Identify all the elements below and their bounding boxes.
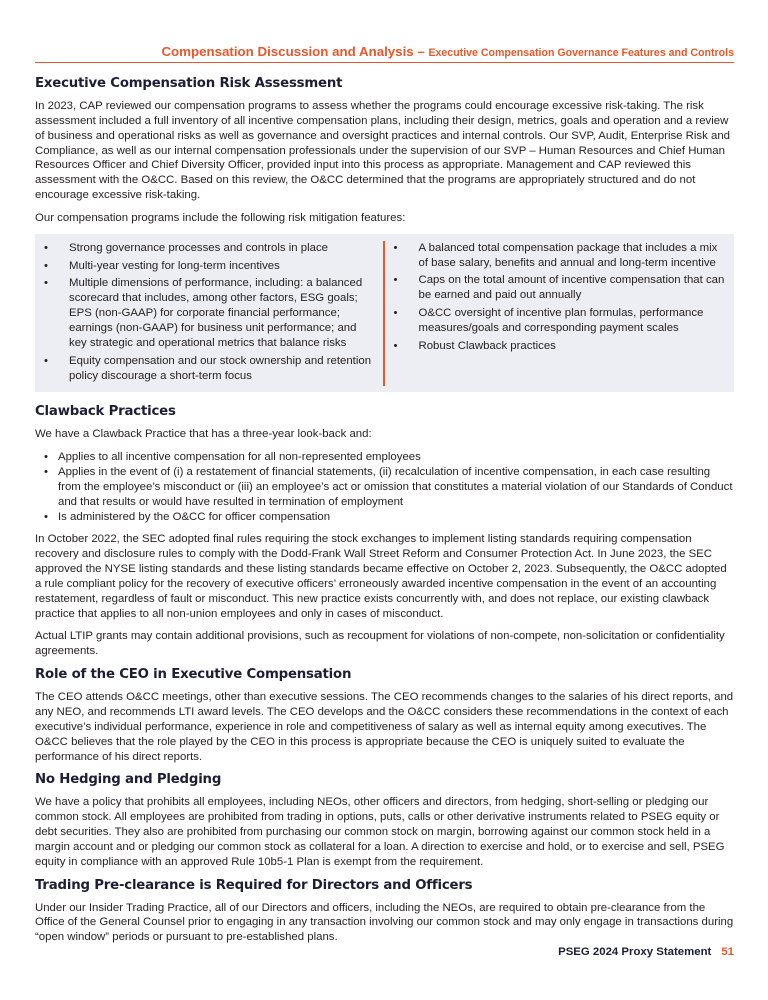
list-item: • Applies to all incentive compensation for all non-represented employees — [35, 450, 734, 465]
header-title: Compensation Discussion and Analysis – — [161, 44, 425, 59]
clawback-paragraph-ltip: Actual LTIP grants may contain additional provisions, such as recoupment for violations of non-compete, non-solicitation or confidentiality agreements. — [35, 630, 725, 658]
clawback-intro: We have a Clawback Practice that has a three-year look-back and: — [35, 428, 372, 441]
risk-heading: Executive Compensation Risk Assessment — [35, 76, 343, 91]
trading-paragraph: Under our Insider Trading Practice, all of our Directors and officers, including the NEOs, are required to obtain pre-clearance from the Office of the General Counsel prior to engaging in any transaction involving our common stock and may only engage in transactions during “open window” periods or pursuant to pre-established plans. — [35, 901, 734, 944]
list-item: • Is administered by the O&CC for officer compensation — [35, 510, 734, 525]
list-item: • Multiple dimensions of performance, including: a balanced scorecard that includes, among other factors, ESG goals; EPS (non-GAAP) for corporate financial performance; earnings (non-GAAP) for business unit performance; and key strategic and operational metrics that balance risks — [44, 276, 377, 350]
risk-paragraph: In 2023, CAP reviewed our compensation programs to assess whether the programs could encourage excessive risk-taking. The risk assessment included a full inventory of all incentive compensation plans, including their design, metrics, goals and operation and a review of business and operational risks as well as governance and oversight practices and internal controls. Our SVP, Audit, Enterprise Risk and Compliance, as well as our internal compensation professionals under the supervision of our SVP – Human Resources and Chief Human Resources Officer and Chief Diversity Officer, provided input into this process as appropriate. Management and CAP reviewed this assessment with the O&CC. Based on this review, the O&CC determined that the programs are appropriately structured and do not encourage excessive risk-taking. — [35, 100, 730, 202]
page — [35, 0, 734, 1000]
ceo-paragraph: The CEO attends O&CC meetings, other than executive sessions. The CEO recommends changes to the salaries of his direct reports, and any NEO, and recommends LTI award levels. The CEO develops and the O&CC considers these recommendations in the context of each executive’s individual performance, experience in role and competitiveness of salary as well as internal equity among executives. The O&CC believes that the role played by the CEO in this process is appropriate because the CEO is uniquely suited to evaluate the performance of his direct reports. — [35, 691, 734, 763]
running-header — [161, 44, 734, 59]
list-item: • A balanced total compensation package that includes a mix of base salary, benefits and annual and long-term incentive — [394, 241, 729, 271]
risk-features-intro: Our compensation programs include the following risk mitigation features: — [35, 211, 406, 224]
page-number: 51 — [721, 946, 734, 958]
list-item: • Equity compensation and our stock ownership and retention policy discourage a short-term focus — [44, 354, 377, 384]
header-subtitle: Executive Compensation Governance Features and Controls — [428, 47, 734, 59]
hedging-heading: No Hedging and Pledging — [35, 772, 222, 788]
ceo-heading: Role of the CEO in Executive Compensation — [35, 667, 352, 683]
list-item: • O&CC oversight of incentive plan formulas, performance measures/goals and corresponding payment scales — [394, 306, 729, 336]
main-content — [35, 76, 734, 953]
list-item: • Multi-year vesting for long-term incentives — [44, 259, 377, 274]
header-divider — [35, 62, 734, 63]
page-footer — [558, 946, 734, 958]
clawback-list — [35, 450, 734, 524]
trading-heading: Trading Pre-clearance is Required for Directors and Officers — [35, 877, 473, 893]
risk-mitigation-box — [35, 234, 734, 393]
list-item: • Applies in the event of (i) a restatement of financial statements, (ii) recalculation of incentive compensation, in each case resulting from the employee’s misconduct or (iii) an employee’s act or omission that constitutes a material violation of our Standards of Conduct and that results or would have resulted in termination of employment — [35, 465, 734, 510]
clawback-heading: Clawback Practices — [35, 404, 176, 420]
footer-label: PSEG 2024 Proxy Statement — [558, 946, 712, 958]
list-item: • Caps on the total amount of incentive compensation that can be earned and paid out annually — [394, 273, 729, 303]
clawback-paragraph-sec: In October 2022, the SEC adopted final rules requiring the stock exchanges to implement listing standards requiring compensation recovery and disclosure rules to comply with the Dodd-Frank Wall Street Reform and Consumer Protection Act. In June 2023, the SEC approved the NYSE listing standards and these listing standards became effective on October 2, 2023. Subsequently, the O&CC adopted a rule compliant policy for the recovery of executive officers’ erroneously awarded incentive compensation in the event of an accounting restatement, regardless of fault or misconduct. This new practice exists concurrently with, and does not replace, our existing clawback practice that applies to all non-union employees and only in cases of misconduct. — [35, 533, 727, 620]
hedging-paragraph: We have a policy that prohibits all employees, including NEOs, other officers and directors, from hedging, short-selling or pledging our common stock. All employees are prohibited from trading in options, puts, calls or other derivative instruments related to PSEG equity or debt securities. They also are prohibited from purchasing our common stock on margin, borrowing against our common stock held in a margin account and or pledging our common stock as collateral for a loan. A direction to exercise and hold, or to exercise and sell, PSEG equity in compliance with an approved Rule 10b5-1 Plan is exempt from the requirement. — [35, 796, 725, 868]
list-item: • Strong governance processes and controls in place — [44, 241, 377, 256]
risk-features-left — [35, 241, 385, 387]
list-item: • Robust Clawback practices — [394, 339, 729, 354]
risk-features-right — [385, 241, 735, 387]
